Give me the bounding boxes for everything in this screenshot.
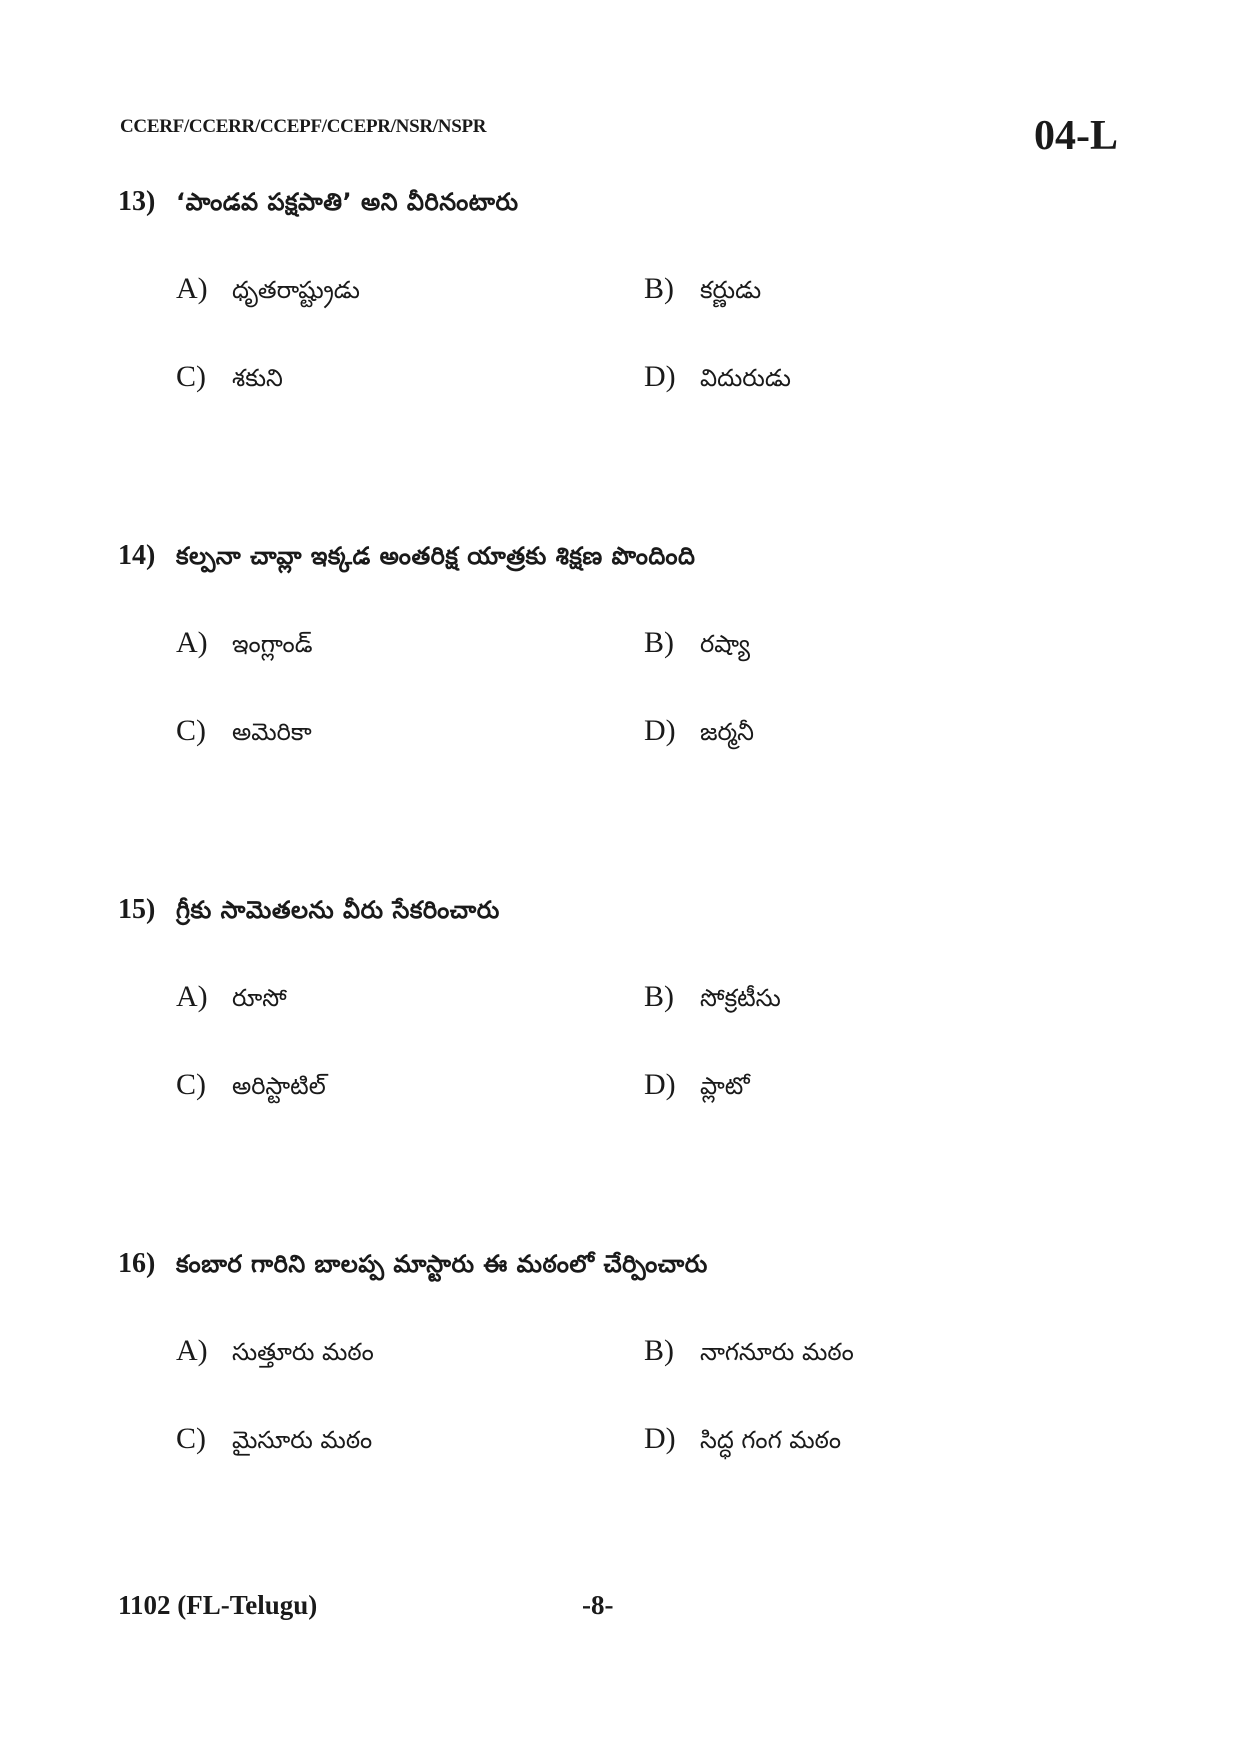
option-letter: B): [644, 980, 674, 1013]
option-text: సోక్రటీసు: [700, 984, 781, 1012]
question-stem: [118, 186, 1118, 222]
option-c: [176, 1422, 372, 1460]
option-letter: C): [176, 1068, 206, 1101]
option-text: కర్ణుడు: [700, 276, 762, 304]
option-d: [644, 1422, 841, 1460]
option-d: [644, 360, 791, 398]
option-text: సుత్తూరు మఠం: [232, 1338, 374, 1366]
option-c: [176, 1068, 326, 1106]
option-a: [176, 272, 360, 310]
option-a: [176, 626, 312, 664]
option-b: [644, 626, 750, 664]
option-c: [176, 360, 283, 398]
option-text: సిద్ధ గంగ మఠం: [700, 1426, 841, 1454]
question-16: [118, 1248, 1118, 1284]
option-b: [644, 1334, 854, 1372]
option-text: శకుని: [232, 364, 283, 392]
option-letter: B): [644, 626, 674, 659]
option-text: నాగనూరు మఠం: [700, 1338, 854, 1366]
option-c: [176, 714, 312, 752]
question-number: 15): [118, 894, 156, 925]
option-text: జర్మనీ: [700, 718, 754, 746]
option-letter: A): [176, 1334, 208, 1367]
option-d: [644, 714, 754, 752]
option-a: [176, 1334, 374, 1372]
option-b: [644, 980, 781, 1018]
option-letter: A): [176, 272, 208, 305]
option-text: విదురుడు: [700, 364, 791, 392]
option-text: ప్లాటో: [700, 1072, 750, 1100]
question-stem: [118, 540, 1118, 576]
question-text: ‘పాండవ పక్షపాతి’ అని వీరినంటారు: [176, 188, 519, 216]
question-text: కంబార గారిని బాలప్ప మాస్టారు ఈ మఠంలో చేర్పించారు: [176, 1250, 708, 1278]
booklet-code: 04-L: [1034, 113, 1118, 159]
footer-paper-code: 1102 (FL-Telugu): [118, 1590, 318, 1620]
option-text: మైసూరు మఠం: [232, 1426, 373, 1454]
question-15: [118, 894, 1118, 930]
option-a: [176, 980, 287, 1018]
page-number: -8-: [582, 1590, 614, 1620]
option-letter: C): [176, 1422, 206, 1455]
option-letter: B): [644, 1334, 674, 1367]
option-text: ఇంగ్లాండ్: [232, 630, 313, 658]
option-letter: D): [644, 1422, 676, 1455]
option-text: ధృతరాష్ట్రుడు: [232, 276, 360, 304]
option-letter: D): [644, 1068, 676, 1101]
option-letter: A): [176, 980, 208, 1013]
option-letter: C): [176, 360, 206, 393]
option-d: [644, 1068, 750, 1106]
question-14: [118, 540, 1118, 576]
option-letter: B): [644, 272, 674, 305]
question-text: కల్పనా చావ్లా ఇక్కడ అంతరిక్ష యాత్రకు శిక్షణ పొందింది: [176, 542, 696, 570]
option-letter: D): [644, 360, 676, 393]
option-b: [644, 272, 761, 310]
question-13: [118, 186, 1118, 222]
question-number: 16): [118, 1248, 156, 1279]
question-number: 13): [118, 186, 156, 217]
option-text: రూసో: [232, 984, 287, 1012]
question-text: గ్రీకు సామెతలను వీరు సేకరించారు: [176, 896, 500, 924]
option-text: అమెరికా: [232, 718, 312, 746]
option-letter: A): [176, 626, 208, 659]
question-stem: [118, 894, 1118, 930]
option-letter: D): [644, 714, 676, 747]
question-stem: [118, 1248, 1118, 1284]
option-text: రష్యా: [700, 630, 750, 658]
option-text: అరిస్టాటిల్: [232, 1072, 326, 1100]
option-letter: C): [176, 714, 206, 747]
paper-series-code: CCERF/CCERR/CCEPF/CCEPR/NSR/NSPR: [120, 116, 487, 137]
question-number: 14): [118, 540, 156, 571]
